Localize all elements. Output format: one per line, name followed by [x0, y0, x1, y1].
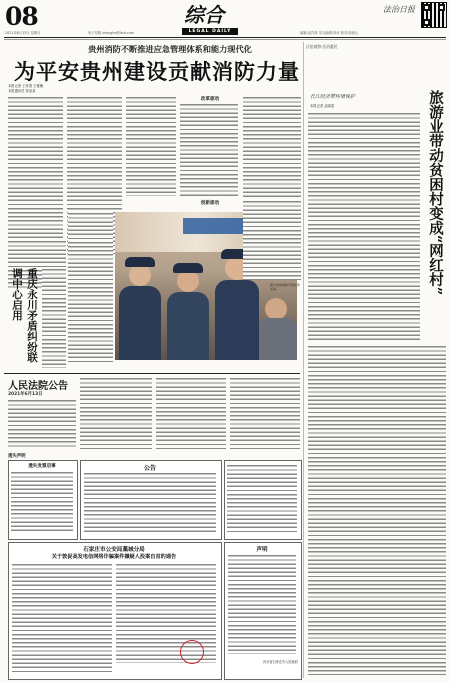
byline-2: 本报通讯员 张某某 [8, 89, 36, 93]
police-body-left [12, 563, 112, 673]
main-kicker: 贵州消防不断推进应急管理体系和能力现代化 [88, 44, 252, 54]
page-number: 08 [5, 2, 38, 31]
court-notice-col-2 [80, 377, 152, 449]
court-notice-date: 2021年6月13日 [8, 392, 43, 397]
statement-body [228, 554, 296, 654]
byline-1: 本报记者 王家梁 王雅楠 [8, 84, 44, 88]
statement-title: 声明 [256, 547, 268, 553]
date-line: 2021年6月13日 星期日 [5, 31, 41, 35]
section-subtitle: LEGAL DAILY [188, 29, 232, 34]
police-headline: 关于敦促高发电信网络诈骗案件嫌疑人投案自首的通告 [51, 554, 177, 560]
court-notice-title: 人民法院公告 [8, 381, 68, 392]
photo-caption: 图为贵州消防开展宣传活动。 [270, 283, 301, 291]
section-title: 综合 [184, 3, 224, 27]
body-column-3 [126, 96, 176, 196]
right-headline: 旅游业带动贫困村变成“网红村” [427, 90, 444, 296]
right-column-label: 法治观察·法治惠民 [306, 44, 338, 49]
sub-label: 遗失发票启事 [28, 464, 56, 469]
masthead: 法治日报 [383, 5, 415, 14]
chongqing-headline: 重庆永川矛盾纠纷联调中心启用 [11, 268, 38, 363]
chongqing-body [42, 268, 66, 368]
police-seal-icon [180, 640, 204, 664]
footer-org: 河北省石家庄市人民政府 [262, 660, 298, 664]
body-column-5 [243, 96, 301, 198]
right-body-1 [308, 112, 420, 340]
editor-line: 电子信箱 zhonghe@fzrb.com [88, 31, 135, 35]
body-column-8 [243, 200, 301, 280]
court-notice-col-3 [156, 377, 226, 449]
body-column-1 [8, 96, 63, 254]
qr-code-icon [422, 3, 446, 27]
notice-box-left-body [11, 471, 73, 533]
body-column-4 [180, 103, 238, 198]
public-notice-title: 公告 [143, 465, 156, 472]
court-notice-col-1 [8, 399, 76, 449]
finance-label: 遗失声明 [8, 454, 26, 459]
public-notice-body [84, 472, 216, 534]
subhead-1: 改革驱动 [200, 97, 220, 102]
staff-line: 编辑/孟祥林 见习编辑/李冰 校对/邓晓云 [300, 31, 359, 35]
body-column-7 [68, 212, 113, 362]
court-notice-col-4 [230, 377, 300, 449]
subhead-2: 创新驱动 [200, 201, 220, 206]
main-headline: 为平安贵州建设贡献消防力量 [14, 59, 300, 84]
notice-box-right-body [227, 464, 297, 534]
right-body-2 [308, 345, 446, 675]
police-org: 石家庄市公安局藁城分局 [83, 547, 145, 553]
right-kicker: 长江经济带环境保护 [310, 94, 356, 100]
right-byline: 本报记者 孟晓雷 [310, 104, 335, 108]
